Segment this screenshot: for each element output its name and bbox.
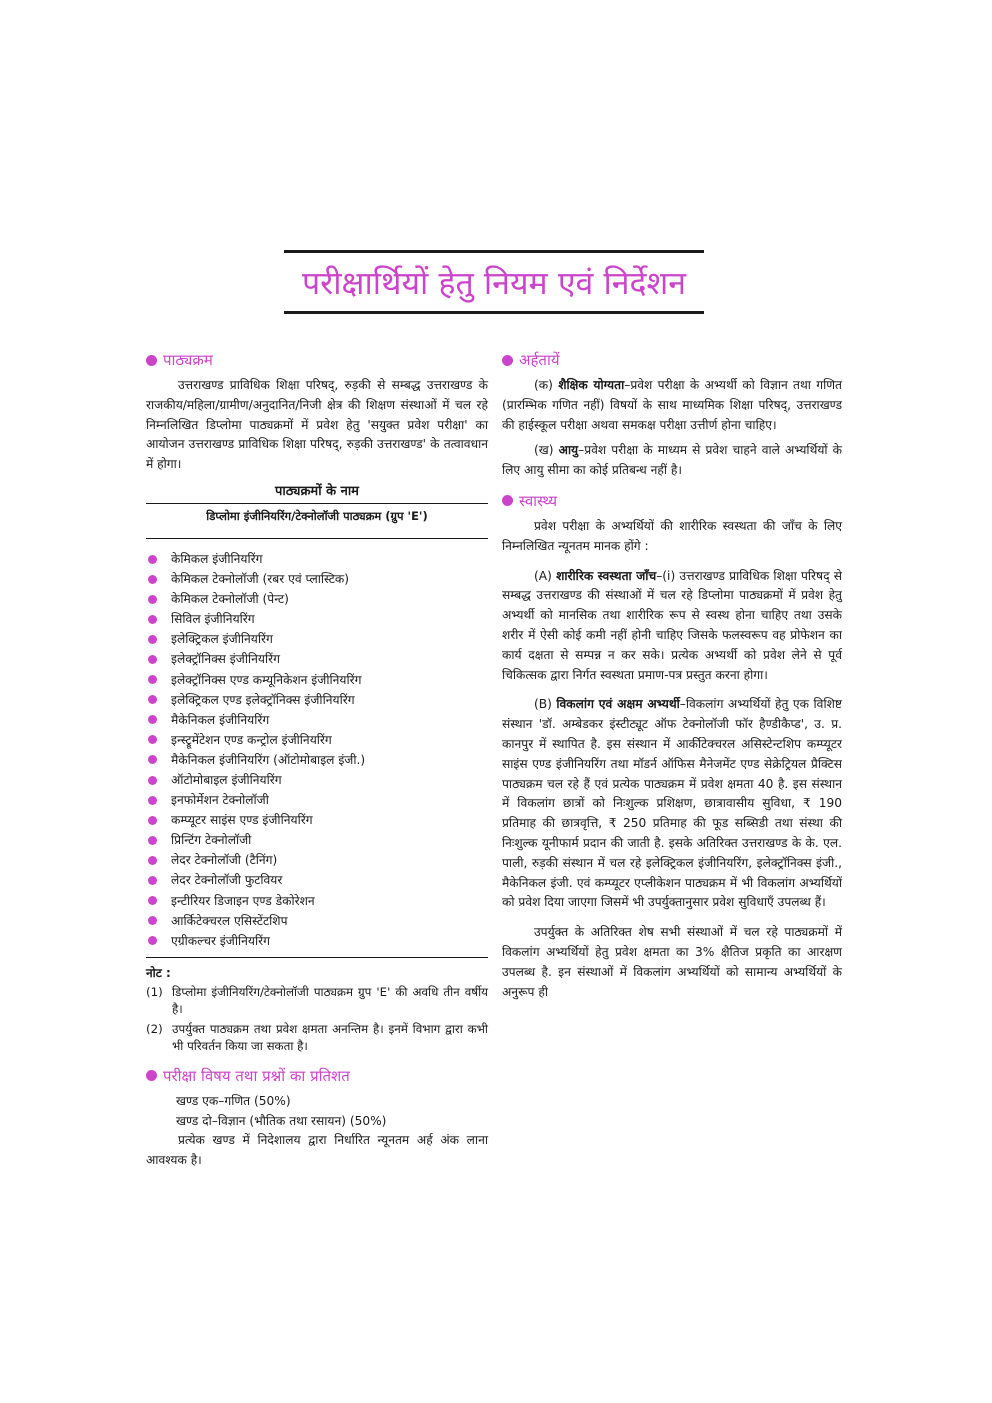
course-item bbox=[146, 850, 488, 870]
course-item bbox=[146, 710, 488, 730]
course-name: इलेक्ट्रॉनिक्स एण्ड कम्यूनिकेशन इंजीनियरिंग bbox=[171, 672, 362, 687]
bullet-icon bbox=[502, 495, 513, 506]
disabled-paragraph bbox=[502, 695, 842, 913]
physical-text: –(i) उत्तराखण्ड प्राविधिक शिक्षा परिषद् से सम्बद्ध उत्तराखण्ड की संस्थाओं में चल रहे डिप्लोमा पाठ्यक्रमों में प्रवेश हेतु अभ्यर्थी को मानसिक तथा शारीरिक रूप से स्वस्थ होना चाहिए तथा उसके शरीर में ऐसी कोई कमी नहीं होनी चाहिए जिसके फलस्वरूप वह प्रोफेशन का कार्य दक्षता से सम्पन्न न कर सके। प्रत्येक अभ्यर्थी को प्रवेश लेने से पूर्व चिकित्सक द्वारा निर्गत स्वस्थता प्रमाण-पत्र प्रस्तुत करना होगा। bbox=[502, 568, 843, 682]
bullet-icon bbox=[148, 655, 157, 664]
page-title: परीक्षार्थियों हेतु नियम एवं निर्देशन bbox=[301, 263, 687, 302]
course-name: इन्स्ट्रूमेंटेशन एण्ड कन्ट्रोल इंजीनियरिंग bbox=[171, 732, 332, 747]
bullet-icon bbox=[148, 776, 157, 785]
course-item bbox=[146, 810, 488, 830]
physical-label: शारीरिक स्वस्थता जाँच bbox=[556, 568, 657, 583]
course-name: इलेक्ट्रॉनिक्स इंजीनियरिंग bbox=[171, 652, 280, 667]
course-item bbox=[146, 891, 488, 911]
course-item bbox=[146, 690, 488, 710]
right-column bbox=[502, 350, 842, 1008]
health-intro: प्रवेश परीक्षा के अभ्यर्थियों की शारीरिक स्वस्थता की जाँच के लिए निम्नलिखित न्यूनतम मानक होंगे : bbox=[502, 518, 842, 553]
note-number: (1) bbox=[146, 984, 163, 999]
edu-prefix: (क) bbox=[534, 378, 553, 392]
course-name: केमिकल इंजीनियरिंग bbox=[171, 551, 263, 566]
note-item bbox=[146, 1021, 488, 1056]
bullet-icon bbox=[148, 816, 157, 825]
left-column bbox=[146, 350, 488, 1177]
course-item bbox=[146, 730, 488, 750]
bullet-icon bbox=[148, 715, 157, 724]
disabled-prefix: (B) bbox=[534, 697, 552, 712]
course-name: इन्टीरियर डिजाइन एण्ड डेकोरेशन bbox=[171, 893, 315, 908]
age-label: आयु bbox=[558, 443, 579, 458]
course-item bbox=[146, 609, 488, 629]
course-item bbox=[146, 629, 488, 649]
course-name: इनफोर्मेशन टेक्नोलॉजी bbox=[171, 793, 269, 808]
bullet-icon bbox=[148, 856, 157, 865]
exam-section-1: खण्ड एक–गणित (50%) bbox=[176, 1093, 291, 1108]
course-item bbox=[146, 750, 488, 770]
bullet-icon bbox=[148, 916, 157, 925]
course-heading-text: पाठ्यक्रम bbox=[163, 351, 213, 369]
bullet-icon bbox=[148, 615, 157, 624]
course-item bbox=[146, 549, 488, 569]
health-heading bbox=[502, 491, 842, 511]
course-names-title: पाठ्यक्रमों के नाम bbox=[275, 483, 359, 499]
course-name: इलेक्ट्रिकल इंजीनियरिंग bbox=[171, 632, 273, 647]
exam-section-2: खण्ड दो–विज्ञान (भौतिक तथा रसायन) (50%) bbox=[176, 1113, 387, 1128]
bullet-icon bbox=[148, 936, 157, 945]
eligibility-heading-text: अर्हतायें bbox=[519, 351, 560, 369]
course-name: इलेक्ट्रिकल एण्ड इलेक्ट्रॉनिक्स इंजीनियरिंग bbox=[171, 692, 355, 707]
bullet-icon bbox=[148, 836, 157, 845]
course-name: ऑटोमोबाइल इंजीनियरिंग bbox=[171, 773, 282, 788]
bullet-icon bbox=[146, 355, 157, 366]
note-label: नोट : bbox=[146, 965, 171, 980]
bullet-icon bbox=[148, 896, 157, 905]
course-item bbox=[146, 911, 488, 931]
bullet-icon bbox=[502, 355, 513, 366]
group-title: डिप्लोमा इंजीनियरिंग/टेक्नोलॉजी पाठ्यक्रम (ग्रुप 'E') bbox=[206, 508, 428, 523]
course-item bbox=[146, 790, 488, 810]
exam-heading bbox=[146, 1066, 488, 1086]
bullet-icon bbox=[148, 595, 157, 604]
edu-label: शैक्षिक योग्यता bbox=[558, 378, 625, 392]
age-paragraph bbox=[502, 441, 842, 481]
note-text: डिप्लोमा इंजीनियरिंग/टेक्नोलॉजी पाठ्यक्रम ग्रुप 'E' की अवधि तीन वर्षीय है। bbox=[172, 984, 488, 1017]
eligibility-heading bbox=[502, 350, 842, 370]
course-name: सिविल इंजीनियरिंग bbox=[171, 612, 255, 627]
reservation-paragraph: उपर्युक्त के अतिरिक्त शेष सभी संस्थाओं में चल रहे पाठ्यक्रमों में विकलांग अभ्यर्थियों हेतु प्रवेश क्षमता का 3% क्षैतिज प्रकृति का आरक्षण उपलब्ध है. इन संस्थाओं में विकलांग अभ्यर्थियों को सामान्य अभ्यर्थियों के अनुरूप ही bbox=[502, 925, 842, 999]
bullet-icon bbox=[146, 1070, 157, 1081]
bullet-icon bbox=[148, 575, 157, 584]
course-name: एग्रीकल्चर इंजीनियरिंग bbox=[171, 933, 270, 948]
course-item bbox=[146, 870, 488, 890]
course-name: प्रिन्टिंग टेक्नोलॉजी bbox=[171, 833, 252, 848]
page-title-block bbox=[284, 250, 704, 314]
course-heading bbox=[146, 350, 488, 370]
bullet-icon bbox=[148, 635, 157, 644]
course-item bbox=[146, 670, 488, 690]
course-item bbox=[146, 589, 488, 609]
note-text: उपर्युक्त पाठ्यक्रम तथा प्रवेश क्षमता अनन्तिम है। इनमें विभाग द्वारा कभी भी परिवर्तन किया जा सकता है। bbox=[172, 1021, 488, 1054]
bullet-icon bbox=[148, 755, 157, 764]
divider bbox=[146, 957, 488, 958]
course-name: कम्प्यूटर साइंस एण्ड इंजीनियरिंग bbox=[171, 813, 313, 828]
course-intro: उत्तराखण्ड प्राविधिक शिक्षा परिषद्, रुड़की से सम्बद्ध उत्तराखण्ड के राजकीय/महिला/ग्रामीण/अनुदानित/निजी क्षेत्र की शिक्षण संस्थाओं में चल रहे निम्नलिखित डिप्लोमा पाठ्यक्रमों में प्रवेश हेतु 'सयुक्त प्रवेश परीक्षा' का आयोजन उत्तराखण्ड प्राविधिक शिक्षा परिषद्, रुड़की उत्तराखण्ड' के तत्वावधान में होगा। bbox=[146, 378, 488, 472]
course-item bbox=[146, 770, 488, 790]
course-name: मैकेनिकल इंजीनियरिंग bbox=[171, 712, 270, 727]
edu-text: –प्रवेश परीक्षा के अभ्यर्थी को विज्ञान तथा गणित (प्रारम्भिक गणित नहीं) विषयों के साथ माध्यमिक शिक्षा परिषद्, उत्तराखण्ड की हाईस्कूल परीक्षा अथवा समकक्ष परीक्षा उत्तीर्ण होना चाहिए। bbox=[502, 378, 843, 432]
disabled-label: विकलांग एवं अक्षम अभ्यर्थी bbox=[556, 697, 680, 712]
course-name: आर्किटेक्चरल एसिस्टेंटशिप bbox=[171, 913, 288, 928]
education-paragraph bbox=[502, 376, 842, 435]
bullet-icon bbox=[148, 675, 157, 684]
note-item bbox=[146, 984, 488, 1019]
bullet-icon bbox=[148, 555, 157, 564]
course-name: मैकेनिकल इंजीनियरिंग (ऑटोमोबाइल इंजी.) bbox=[171, 752, 366, 767]
course-name: लेदर टेक्नोलॉजी (टैनिंग) bbox=[171, 853, 278, 868]
bullet-icon bbox=[148, 735, 157, 744]
course-name: केमिकल टेक्नोलॉजी (रबर एवं प्लास्टिक) bbox=[171, 572, 350, 587]
bullet-icon bbox=[148, 695, 157, 704]
course-name: लेदर टेक्नोलॉजी फुटवियर bbox=[171, 873, 283, 888]
course-item bbox=[146, 569, 488, 589]
age-text: –प्रवेश परीक्षा के माध्यम से प्रवेश चाहने वाले अभ्यर्थियों के लिए आयु सीमा का कोई प्रतिबन्ध नहीं है। bbox=[502, 443, 843, 478]
course-name: केमिकल टेक्नोलॉजी (पेन्ट) bbox=[171, 592, 289, 607]
course-item bbox=[146, 649, 488, 669]
course-list bbox=[146, 538, 488, 951]
bullet-icon bbox=[148, 796, 157, 805]
age-prefix: (ख) bbox=[534, 443, 554, 458]
exam-heading-text: परीक्षा विषय तथा प्रश्नों का प्रतिशत bbox=[163, 1066, 350, 1085]
physical-paragraph bbox=[502, 567, 842, 686]
health-heading-text: स्वास्थ्य bbox=[519, 491, 558, 510]
course-item bbox=[146, 830, 488, 850]
exam-note: प्रत्येक खण्ड में निदेशालय द्वारा निर्धारित न्यूनतम अर्ह अंक लाना आवश्यक है। bbox=[146, 1133, 488, 1168]
notes-list bbox=[146, 984, 488, 1056]
course-item bbox=[146, 931, 488, 951]
physical-prefix: (A) bbox=[534, 568, 552, 583]
disabled-text: –विकलांग अभ्यर्थियों हेतु एक विशिष्ट संस्थान 'डॉ. अम्बेडकर इंस्टीट्यूट ऑफ टेक्नोलॉजी फॉर हैण्डीकैप्ड', उ. प्र. कानपुर में स्थापित है. इस संस्थान में आर्कीटेक्चरल असिस्टेन्टशिप कम्प्यूटर साइंस एण्ड इंजीनियरिंग तथा मॉडर्न ऑफिस मैनेजमेंट एण्ड सेक्रेट्रियल प्रैक्टिस पाठ्यक्रम चल रहे हैं एवं प्रत्येक पाठ्यक्रम में प्रवेश क्षमता 40 है. इस संस्थान में विकलांग छात्रों को निःशुल्क प्रशिक्षण, छात्रावासीय सुविधा, ₹ 190 प्रतिमाह की छात्रवृत्ति, ₹ 250 प्रतिमाह की फूड सब्सिडी तथा संस्था की निःशुल्क यूनीफार्म प्रदान की जाती है. इसके अतिरिक्त उत्तराखण्ड के के. एल. पाली, रुड़की संस्थान में चल रहे इलेक्ट्रिकल इंजीनियरिंग, इलेक्ट्रॉनिक्स इंजी., मैकेनिकल इंजी. एवं कम्प्यूटर एप्लीकेशन पाठ्यक्रम में भी विकलांग अभ्यर्थियों को प्रवेश दिया जाएगा जिसमें भी उपर्युक्तानुसार प्रवेश सुविधाएँ उपलब्ध हैं। bbox=[502, 697, 843, 910]
note-number: (2) bbox=[146, 1021, 163, 1036]
bullet-icon bbox=[148, 876, 157, 885]
